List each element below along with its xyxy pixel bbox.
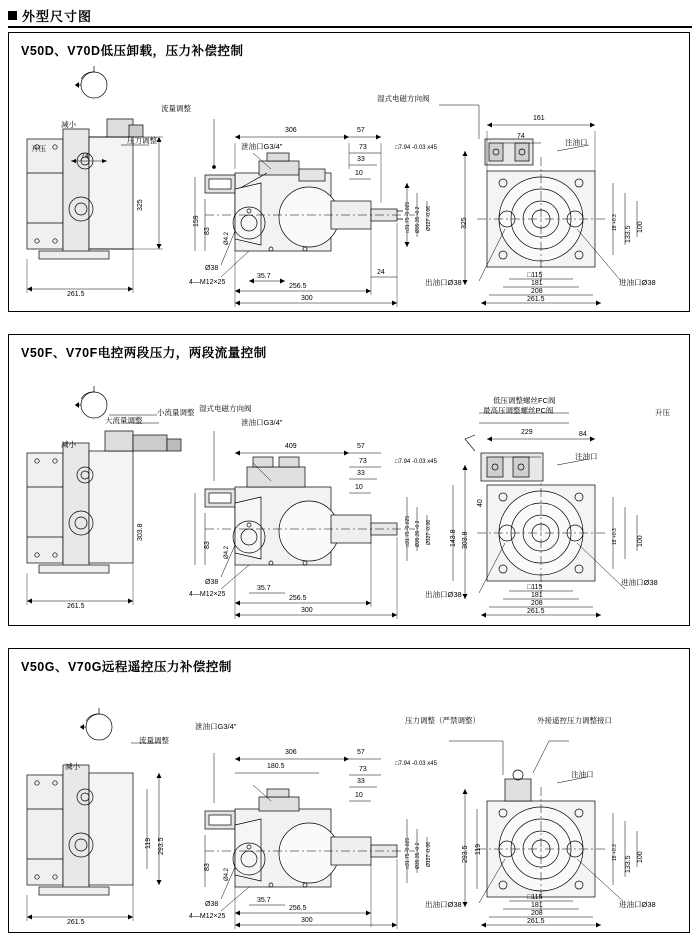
page-header: [8, 4, 692, 28]
dim-409-v50f: 409: [285, 443, 297, 450]
dim-256_5-v50g: 256.5: [289, 905, 307, 912]
dim-sq115-v50d: □115: [527, 272, 543, 279]
dim-sq7_94-v50g: □7.94 -0.03 x45: [395, 761, 437, 767]
dim-261_5-v50g: 261.5: [67, 919, 85, 926]
dim-57-v50g: 57: [357, 749, 365, 756]
dim-d35_35-v50f: Ø35.35 -0.2: [415, 520, 421, 547]
dim-261_5-v50f: 261.5: [67, 603, 85, 610]
dim-84-v50f: 84: [579, 431, 587, 438]
dim-d38-v50f: Ø38: [205, 579, 219, 586]
dim-159-v50d: 159: [193, 215, 200, 227]
section-title-v50g: V50G、V70G远程遥控压力补偿控制: [21, 660, 232, 674]
label-outlet-port-v50g: 出油口Ø38: [425, 900, 462, 909]
dim-sq31_75-v50d: □31.75 -0.025: [405, 201, 411, 233]
dim-303_8-v50f: 303.8: [137, 523, 144, 541]
label-small-flow-adjust-v50f: 小流量调整: [157, 408, 195, 417]
dim-181-v50f: 181: [531, 592, 543, 599]
dim-300-v50g: 300: [301, 917, 313, 924]
dim-100-v50d: 100: [637, 221, 644, 233]
section-title-v50f: V50F、V70F电控两段压力，两段流量控制: [21, 346, 267, 360]
drawing-v50f: [9, 335, 689, 625]
dim-d4_2-v50f: Ø4.2: [224, 545, 230, 559]
section-v50f: [8, 334, 690, 626]
dim-83-v50g: 83: [204, 863, 211, 871]
dim-208-v50g: 208: [531, 910, 543, 917]
dim-100-v50f: 100: [637, 535, 644, 547]
dim-73-v50d: 73: [359, 144, 367, 151]
label-inlet-port-v50f: 进油口Ø38: [621, 578, 658, 587]
dim-74-v50d: 74: [81, 153, 89, 160]
dim-d4_2-v50g: Ø4.2: [224, 867, 230, 881]
dim-sq7_94-v50d: □7.94 -0.03 x45: [395, 145, 437, 151]
label-solenoid-valve-v50f: 湿式电磁方向阀: [199, 404, 252, 413]
label-drain-port-v50f: 泄油口G3/4": [241, 418, 283, 427]
dim-40-v50f: 40: [477, 499, 484, 507]
dim-18-v50f: 18 +0.3: [612, 528, 618, 545]
dim-d127-v50g: Ø127 -0.06: [426, 841, 432, 867]
label-large-flow-adjust-v50f: 大流量调整: [105, 416, 143, 425]
dim-sq7_94-v50f: □7.94 -0.03 x45: [395, 459, 437, 465]
dim-325-v50d: 325: [137, 199, 144, 211]
square-bullet-icon: [8, 11, 17, 20]
dim-18-v50g: 18 +0.3: [612, 844, 618, 861]
label-oil-fill-port-v50d: 注油口: [565, 138, 588, 147]
dim-229-v50f: 229: [521, 429, 533, 436]
dim-d127-v50d: Ø127 -0.06: [426, 205, 432, 231]
label-decrease-v50d: 减小: [61, 120, 76, 129]
dim-10-v50g: 10: [355, 792, 363, 799]
dim-35_7-v50g: 35.7: [257, 897, 271, 904]
dim-161-v50d: 161: [533, 115, 545, 122]
label-pc-valve-v50f: 最高压调整螺丝PC阀: [483, 406, 554, 415]
label-solenoid-valve-v50d: 湿式电磁方向阀: [377, 94, 430, 103]
dim-73-v50g: 73: [359, 766, 367, 773]
dim-261_5b-v50d: 261.5: [527, 296, 545, 303]
dim-83-v50d: 83: [204, 227, 211, 235]
dim-d35_35-v50g: Ø35.35 -0.2: [415, 842, 421, 869]
dim-10-v50f: 10: [355, 484, 363, 491]
label-oil-fill-port-v50g: 注油口: [571, 770, 594, 779]
label-flow-adjust-v50d: 流量调整: [161, 104, 191, 113]
dim-208-v50d: 208: [531, 288, 543, 295]
dim-sq31_75-v50g: □31.75 -0.025: [405, 837, 411, 869]
section-v50d: [8, 32, 690, 312]
label-outlet-port-v50f: 出油口Ø38: [425, 590, 462, 599]
dim-256_5-v50d: 256.5: [289, 283, 307, 290]
dim-d38-v50g: Ø38: [205, 901, 219, 908]
dim-300-v50d: 300: [301, 295, 313, 302]
dim-325b-v50d: 325: [461, 217, 468, 229]
label-fc-valve-v50f: 低压调整螺丝FC阀: [493, 396, 556, 405]
dim-35_7-v50f: 35.7: [257, 585, 271, 592]
label-remote-port-v50g: 外接遥控压力调整接口: [537, 716, 612, 725]
label-flow-adjust-v50g: 流量调整: [139, 736, 169, 745]
dim-208-v50f: 208: [531, 600, 543, 607]
dim-18-v50d: 18 +0.3: [612, 214, 618, 231]
label-decrease-v50g: 减小: [65, 762, 80, 771]
dim-293_5b-v50g: 293.5: [462, 845, 469, 863]
label-decrease-v50f: 减小: [61, 440, 76, 449]
dim-35_7-v50d: 35.7: [257, 273, 271, 280]
dim-256_5-v50f: 256.5: [289, 595, 307, 602]
dim-293_5-v50g: 293.5: [158, 837, 165, 855]
label-drain-port-v50d: 泄油口G3/4": [241, 142, 283, 151]
dim-4xm12-v50f: 4—M12×25: [189, 591, 226, 598]
dim-181-v50g: 181: [531, 902, 543, 909]
dim-303_8b-v50f: 303.8: [462, 531, 469, 549]
section-v50g: [8, 648, 690, 933]
dim-261_5b-v50g: 261.5: [527, 918, 545, 925]
section-title-v50d: V50D、V70D低压卸载，压力补偿控制: [21, 44, 244, 58]
dim-57-v50f: 57: [357, 443, 365, 450]
dim-d4_2-v50d: Ø4.2: [224, 231, 230, 245]
dim-10-v50d: 10: [355, 170, 363, 177]
dim-33-v50g: 33: [357, 778, 365, 785]
dim-83-v50f: 83: [204, 541, 211, 549]
label-inlet-port-v50d: 进油口Ø38: [619, 278, 656, 287]
dim-73-v50f: 73: [359, 458, 367, 465]
dim-d127-v50f: Ø127 -0.06: [426, 519, 432, 545]
dim-100-v50g: 100: [637, 851, 644, 863]
dim-261_5b-v50f: 261.5: [527, 608, 545, 615]
dim-sq115-v50g: □115: [527, 894, 543, 901]
dim-300-v50f: 300: [301, 607, 313, 614]
dim-133_5-v50d: 133.5: [625, 225, 632, 243]
dim-143_8-v50f: 143.8: [450, 529, 457, 547]
dim-24-v50d: 24: [377, 269, 385, 276]
dim-119b-v50g: 119: [475, 843, 482, 855]
dim-sq115-v50f: □115: [527, 584, 543, 591]
dim-sq31_75-v50f: □31.75 -0.025: [405, 515, 411, 547]
dim-306-v50g: 306: [285, 749, 297, 756]
drawing-v50d: [9, 33, 689, 311]
label-oil-fill-port-v50f: 注油口: [575, 452, 598, 461]
dim-d35_35-v50d: Ø35.35 -0.2: [415, 206, 421, 233]
drawing-v50g: [9, 649, 689, 932]
dim-4xm12-v50g: 4—M12×25: [189, 913, 226, 920]
dim-306-v50d: 306: [285, 127, 297, 134]
label-outlet-port-v50d: 出油口Ø38: [425, 278, 462, 287]
label-pressure-adjust-v50g: 压力调整（严禁调整）: [405, 716, 480, 725]
dim-57-v50d: 57: [357, 127, 365, 134]
dim-4xm12-v50d: 4—M12×25: [189, 279, 226, 286]
label-pressure-up-v50d: 升压: [31, 144, 46, 153]
dim-181-v50d: 181: [531, 280, 543, 287]
dim-d38-v50d: Ø38: [205, 265, 219, 272]
dim-33-v50f: 33: [357, 470, 365, 477]
dim-119-v50g: 119: [145, 837, 152, 849]
dim-133_5-v50g: 133.5: [625, 855, 632, 873]
dim-33-v50d: 33: [357, 156, 365, 163]
label-pressure-adjust-v50d: 压力调整: [127, 136, 157, 145]
dim-180_5-v50g: 180.5: [267, 763, 285, 770]
dim-74b-v50d: 74: [517, 133, 525, 140]
label-drain-port-v50g: 泄油口G3/4": [195, 722, 237, 731]
dim-261_5-v50d: 261.5: [67, 291, 85, 298]
label-inlet-port-v50g: 进油口Ø38: [619, 900, 656, 909]
page-title: 外型尺寸图: [22, 8, 93, 24]
label-pressure-up-v50f: 升压: [655, 408, 670, 417]
